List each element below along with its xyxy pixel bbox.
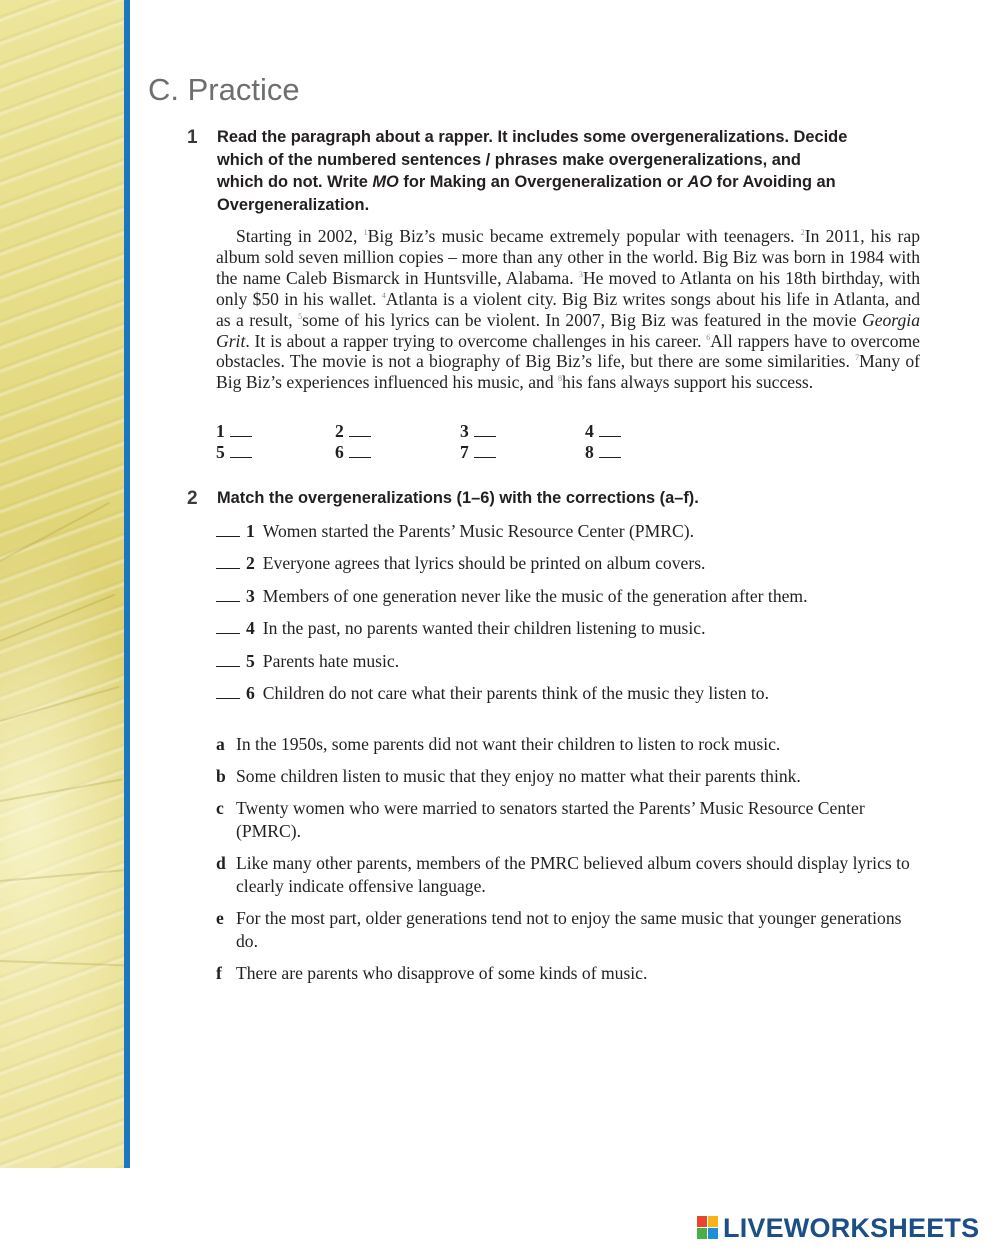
instruction-line: Overgeneralization. — [217, 195, 370, 214]
exercise-1-number: 1 — [187, 127, 198, 148]
match-item: 4 In the past, no parents wanted their children listening to music. — [216, 618, 936, 639]
instruction-line: which of the numbered sentences / phrases make overgeneralizations, and — [217, 150, 801, 169]
match-answer-blank[interactable] — [216, 587, 240, 602]
match-answer-blank[interactable] — [216, 554, 240, 569]
accent-bar — [124, 0, 130, 1168]
correction-item: f There are parents who disapprove of some kinds of music. — [216, 963, 648, 983]
match-item: 1 Women started the Parents’ Music Resource Center (PMRC). — [216, 521, 936, 542]
match-answer-blank[interactable] — [216, 652, 240, 667]
answer-blank[interactable]: 5 — [216, 442, 252, 463]
correction-item: b Some children listen to music that they enjoy no matter what their parents think. — [216, 766, 801, 786]
exercise-2-number: 2 — [187, 488, 198, 509]
rapper-paragraph: Starting in 2002, $^1$Big Biz’s music became extremely popular with teenagers. $^2$In 2011, his rap album sold seven million copies – more than any other in the world. Big Biz was born in 1984 with the name Caleb Bismarck in Huntsville, Alabama. $^3$He moved to Atlanta on his 18th birthday, with only $50 in his wallet. $^4$Atlanta is a violent city. Big Biz writes songs about his life in Atlanta, and as a result, $^5$some of his lyrics can be violent. In 2007, Big Biz was featured in the movie Georgia Grit. It is about a rapper trying to overcome challenges in his career. $^6$All rappers have to overcome obstacles. The movie is not a biography of Big Biz’s life, but there are some similarities. $^7$Many of Big Biz’s experiences influenced his music, and $^8$his fans always support his success. — [216, 226, 921, 393]
logo-text: LIVEWORKSHEETS — [723, 1213, 980, 1243]
correction-item: d Like many other parents, members of the PMRC believed album covers should display lyrics to clearly indicate offensive language. — [216, 853, 910, 896]
match-item: 2 Everyone agrees that lyrics should be printed on album covers. — [216, 553, 936, 574]
match-item: 6 Children do not care what their parents think of the music they listen to. — [216, 683, 936, 704]
answer-blank[interactable]: 7 — [460, 442, 496, 463]
correction-item: e For the most part, older generations tend not to enjoy the same music that younger generations do. — [216, 908, 902, 951]
match-answer-blank[interactable] — [216, 522, 240, 537]
answer-blank[interactable]: 8 — [585, 442, 621, 463]
answer-blank[interactable]: 3 — [460, 421, 496, 442]
logo-squares-icon — [697, 1216, 719, 1240]
answer-blank[interactable]: 2 — [335, 421, 371, 442]
exercise-2-instruction: Match the overgeneralizations (1–6) with the corrections (a–f). — [217, 489, 699, 507]
exercise-1-instruction — [217, 126, 907, 216]
answer-blank[interactable]: 1 — [216, 421, 252, 442]
match-item: 5 Parents hate music. — [216, 651, 936, 672]
liveworksheets-logo[interactable] — [697, 1213, 979, 1243]
correction-item: c Twenty women who were married to senators started the Parents’ Music Resource Center (PMRC). — [216, 798, 865, 841]
match-answer-blank[interactable] — [216, 684, 240, 699]
answer-blank[interactable]: 4 — [585, 421, 621, 442]
match-item: 3 Members of one generation never like the music of the generation after them. — [216, 586, 936, 607]
section-heading: C. Practice — [148, 72, 300, 107]
decorative-book-pages-image — [0, 0, 124, 1168]
instruction-line: which do not. Write MO for Making an Overgeneralization or AO for Avoiding an — [217, 173, 836, 191]
answer-blank[interactable]: 6 — [335, 442, 371, 463]
match-answer-blank[interactable] — [216, 619, 240, 634]
correction-item: a In the 1950s, some parents did not want their children to listen to rock music. — [216, 734, 781, 754]
instruction-line: Read the paragraph about a rapper. It includes some overgeneralizations. Decide — [217, 128, 848, 146]
